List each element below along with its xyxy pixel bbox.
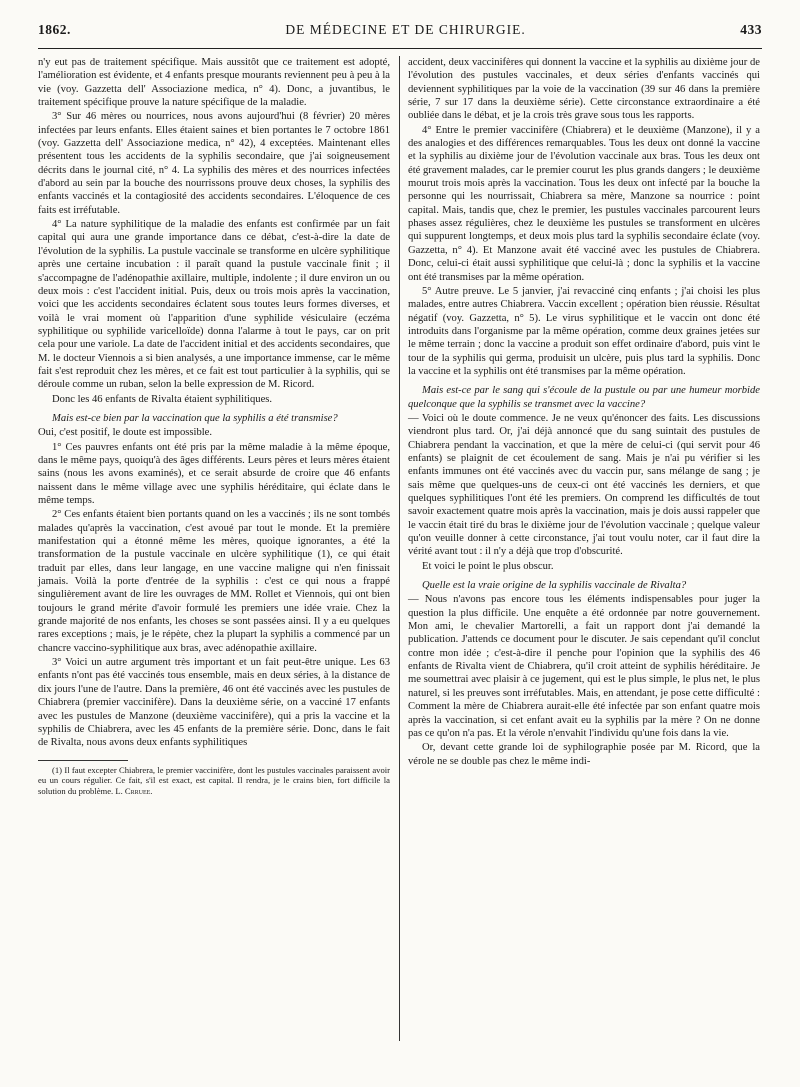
header-rule — [38, 48, 762, 49]
paragraph: — Voici où le doute commence. Je ne veux qu'énoncer des faits. Les discussions viendront plus tard. Or, j'ai déjà annoncé que du sang suintait des pustules de Chiabrera pendant la vaccination, et que la mère de celui-ci (qui servit pour 46 enfants) se plaignit de cet écoulement de sang. Mais je n'ai pu vérifier si les enfants immunes ont été vaccinés avec du vaccin pur, sans mélange de sang ; je sais même que quelques-uns de ceux-ci ont été vaccinés les derniers, et que quelques syphilitiques l'ont été les premiers. On comprend les difficultés de tout savoir exactement quatre mois après la vaccination, mais je dois aussi rappeler que le vaccin était tiré du bras le dixième jour de l'évolution vaccinale ; quelque valeur qu'on veuille donner à cette circonstance, j'ai tout voulu noter, car il faut dire la vérité avant tout : il n'y a déjà que trop d'obscurité. — [408, 412, 760, 558]
paragraph: 5° Autre preuve. Le 5 janvier, j'ai revacciné cinq enfants ; j'ai choisi les plus malades, entre autres Chiabrera. Vaccin excellent ; opération bien réussie. Résultat négatif (voy. Gazzetta, n° 5). Le virus syphilitique et le vaccin ont donc été introduits dans l'organisme par la même opération, comme deux graines jetées sur le même terrain ; donc la vaccine a produit son effet ordinaire d'abord, puis vint le tour de la syphilis qui germa, produisit un ulcère, puis plus tard la syphilis. Donc la vaccine et la syphilis ont été transmises par la même opération. — [408, 285, 760, 377]
header-title: DE MÉDECINE ET DE CHIRURGIE. — [285, 22, 526, 37]
paragraph: 3° Voici un autre argument très important et un fait peut-être unique. Les 63 enfants n'ont pas été vaccinés tous ensemble, mais en deux séries, à la distance de dix jours l'une de l'autre. Dans la première, 46 ont été vaccinés avec les pustules de Chiabrera (premier vaccinifère). Dans la deuxième série, on a vacciné 17 enfants avec les pustules de Manzone (deuxième vaccinifère), qui a pris la vaccine et la syphilis de Chiabrera, avec les 45 enfants de la première série. Donc, dans le fait de Rivalta, nous avons deux enfants syphilitiques — [38, 657, 390, 749]
footnote-rule — [38, 760, 128, 761]
paragraph: 3° Sur 46 mères ou nourrices, nous avons aujourd'hui (8 février) 20 mères infectées par leurs enfants. Elles étaient saines et bien portantes le 7 octobre 1861 (voy. Gazzetta dell' Associazione medica, n° 42), 4 exceptées. Maintenant elles présentent tous les accidents de la syphilis secondaire, que j'ai soigneusement décrits dans le journal cité, n° 4. La syphilis des mères et des nourrices infectées d'abord au sein par la bouche des nourrissons prouve deux choses, la syphilis des enfants vaccinés et la contagiosité des accidents secondaires. L'éloquence de ces faits est irréfutable. — [38, 111, 390, 216]
paragraph: Or, devant cette grande loi de syphilographie posée par M. Ricord, que la vérole ne se double pas chez le même indi- — [408, 742, 760, 767]
footnote-signature: L. Crruee. — [115, 785, 153, 796]
paragraph: Et voici le point le plus obscur. — [422, 560, 554, 572]
page-number: 433 — [740, 22, 762, 37]
paragraph: accident, deux vaccinifères qui donnent la vaccine et la syphilis au dixième jour de l'évolution des pustules vaccinales, et deux séries d'enfants vaccinés qui deviennent syphilitiques par la voie de la vaccination (39 sur 46 dans la première série, 7 sur 17 dans la deuxième série). Cette circonstance extraordinaire a été oubliée dans le débat, et je la crois très grave sous tous les rapports. — [408, 57, 760, 122]
paragraph: Oui, c'est positif, le doute est impossible. — [38, 427, 213, 439]
footnote-text: (1) Il faut excepter Chiabrera, le premier vaccinifère, dont les pustules vaccinales paraissent avoir eu un cours régulier. Ce fait, s'il est exact, est capital. Il rendra, je le crains bien, fort difficile la solution du problème. — [38, 764, 390, 796]
paragraph: 4° Entre le premier vaccinifère (Chiabrera) et le deuxième (Manzone), il y a des analogies et des différences remarquables. Tous les deux ont donné la vaccine et la syphilis au dixième jour de l'évolution vaccinale aux bras. Tous les deux ont été gravement malades, car le premier courut les plus grands dangers ; le deuxième mourut trois mois après la vaccination. Tous les deux ont infecté par la bouche la personne qui les nourrissait, Chiabrera sa mère, Manzone sa nourrice : point capital. Mais, tandis que, chez le premier, les pustules vaccinales parcourent leurs phases assez régulières, chez le deuxième les pustules se transforment en ulcères qui suppurent longtemps, et deux mois plus tard la syphilis secondaire éclate (voy. Gazzetta, n° 4). Et Manzone avait été vacciné avec les pustules de Chiabrera. Donc, celui-ci était aussi syphilitique que celui-là ; donc la syphilis et la vaccine ont été transmises par la même opération. — [408, 124, 760, 283]
paragraph: 1° Ces pauvres enfants ont été pris par la même maladie à la même époque, dans le même pays, quoiqu'à des âges différents. Leurs pères et leurs mères étaient sains (nous les avons examinés), et ce serait absurde de croire que 46 enfants naissent dans le même village avec une syphilis héréditaire, qui éclate dans le même temps. — [38, 441, 390, 506]
header-year: 1862. — [38, 22, 71, 37]
running-header — [38, 22, 762, 46]
paragraph: — Nous n'avons pas encore tous les éléments indispensables pour juger la question la plus difficile. Une enquête a été ordonnée par notre gouvernement. Mon ami, le chevalier Martorelli, a fait un rapport dont j'ai demandé la publication. J'attends ce document pour le discuter. Je sais cependant qu'il conclut contre mon idée ; c'est-à-dire il penche pour l'opinion que la syphilis des 46 enfants de Rivalta vient de Chiabrera, qu'il croit atteint de syphilis héréditaire. Je me soumettrai avec plaisir à ce jugement, qui est le plus simple, le plus net, le plus naturel, si les preuves sont irréfutables. Mais, en attendant, je pose cette difficulté : Comment la mère de Chiabrera aurait-elle été infectée par son enfant quatre mois après la vaccination, si cet enfant avait eu la syphilis par la mère ? On ne donne pas ce qu'on n'a pas. Et la vérole n'envahit l'individu qu'une fois dans la vie. — [408, 594, 760, 739]
column-divider — [399, 56, 400, 1041]
right-column — [408, 56, 760, 769]
paragraph: 4° La nature syphilitique de la maladie des enfants est confirmée par un fait capital qui aura une grande importance dans ce débat, c'est-à-dire la date de l'évolution de la syphilis. La pustule vaccinale se transforme en ulcère syphilitique après une certaine incubation : il paraît quand la pustule vaccinale finit ; il s'accompagne de l'adénopathie axillaire, multiple, indolente ; il dure environ un ou deux mois : c'est l'accident initial. Puis, deux ou trois mois après la vaccination, voici que les accidents secondaires éclatent sous toutes leurs formes diverses, et voilà le vrai moment où l'apparition d'une syphilide vésiculaire (eczéma syphilitique ou syphilide varicelloïde) donna l'alarme à tout le pays, car on prit cela pour une variole. La date de l'accident initial et des accidents secondaires, que M. le docteur Viennois a si bien analysés, a une importance immense, car le même fait s'est reproduit chez les mères, et ce fait est tout particulier à la syphilis, qui se déroule comme un ruban, selon la belle expression de M. Ricord. — [38, 219, 390, 391]
question-heading: Mais est-ce par le sang qui s'écoule de la pustule ou par une humeur morbide quelconque que la syphilis se transmet avec la vaccine? — [408, 385, 760, 410]
question-heading: Quelle est la vraie origine de la syphilis vaccinale de Rivalta? — [422, 580, 687, 592]
question-heading: Mais est-ce bien par la vaccination que la syphilis a été transmise? — [52, 412, 338, 424]
footnote — [38, 765, 390, 797]
paragraph: n'y eut pas de traitement spécifique. Mais aussitôt que ce traitement est adopté, l'amélioration est évidente, et 4 enfants presque mourants reviennent peu à peu à la vie (voy. Gazzetta dell' Associazione medica, n° 4). Donc, a juvantibus, le traitement spécifique prouve la nature spécifique de la maladie. — [38, 57, 390, 109]
paragraph: Donc les 46 enfants de Rivalta étaient syphilitiques. — [52, 393, 273, 405]
left-column — [38, 56, 390, 797]
paragraph: 2° Ces enfants étaient bien portants quand on les a vaccinés ; ils ne sont tombés malades qu'après la vaccination, c'est avoué par tout le monde. Et la première manifestation qui a étonné même les mères, quoique ignorantes, a été la transformation de la pustule vaccinale en ulcère syphilitique (1), ce qui était traduit par elles, dans leur langage, en une vaccine maligne qui n'en finissait jamais. Voilà la porte d'entrée de la syphilis : c'est ce qui nous a frappé singulièrement avant de lire les ouvrages de MM. Rollet et Viennois, qui ont bien toujours le grand mérite d'avoir formulé les premiers une idée vraie. Chez la grande majorité de nos enfants, les choses se sont passées ainsi. Il y a eu quelques rares exceptions ; mais, je le répète, chez la plupart la syphilis a commencé par un chancre vaccino-syphilitique aux bras, avec adénopathie axillaire. — [38, 509, 390, 654]
